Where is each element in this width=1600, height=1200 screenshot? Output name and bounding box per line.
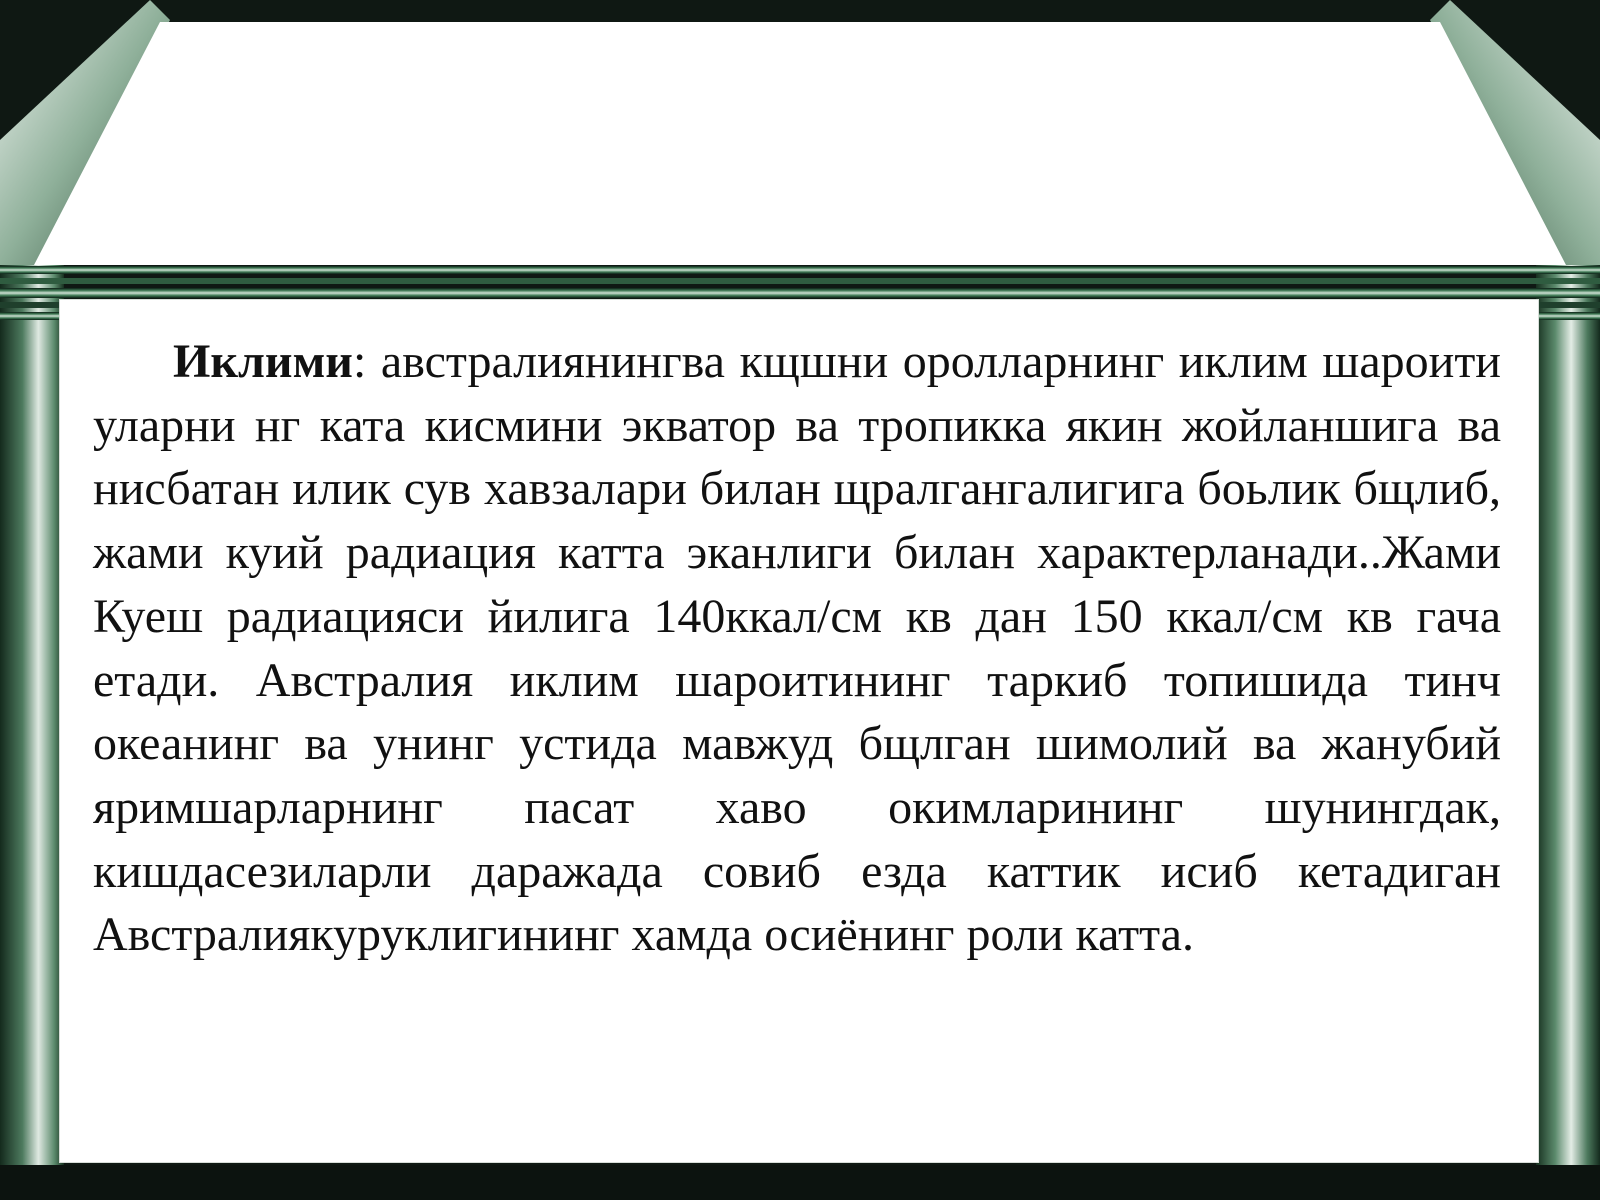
slide-paragraph [93, 330, 1501, 967]
paragraph-body: : австралиянингва кщшни оролларнинг иклим шароити уларни нг ката кисмини экватор ва тропикка якин жойланшига ва нисбатан илик сув хавзалари билан щралгангалигига боьлик бщлиб, жами куий радиация катта эканлиги билан характерланади..Жами Куеш радиацияси йилига 140ккал/см кв дан 150 ккал/см кв гача етади. Австралия иклим шароитининг таркиб топишида тинч океанинг ва унинг устида мавжуд бщлган шимолий ва жанубий яримшарларнинг пасат хаво окимларининг шунингдак, кишдасезиларли даражада совиб езда каттик исиб кетадиган Австралиякуруклигининг хамда осиёнинг роли катта. [93, 335, 1501, 962]
paragraph-lead-term: Иклими [173, 335, 353, 388]
